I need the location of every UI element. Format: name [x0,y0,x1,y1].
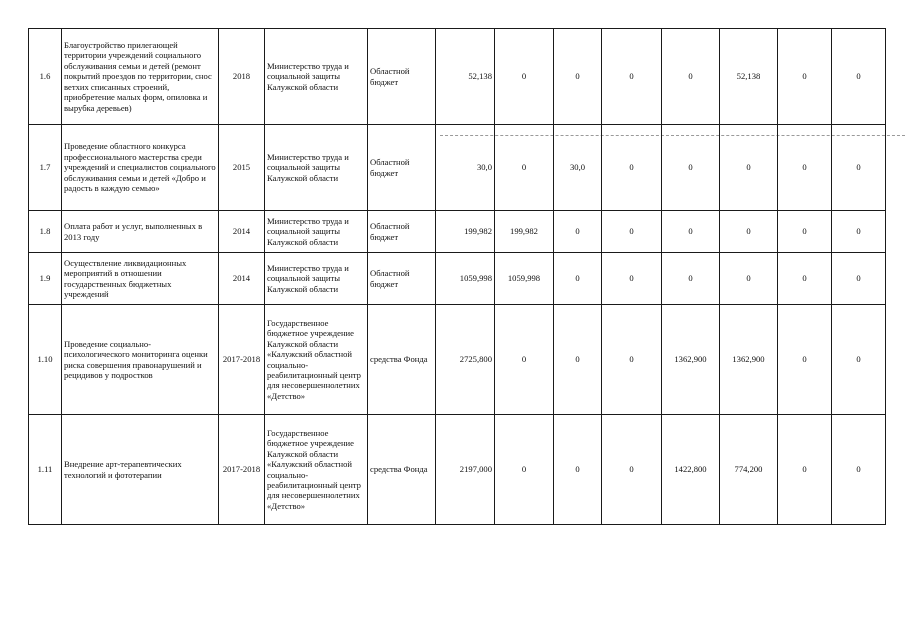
amount-cell: 0 [554,305,602,415]
amount-cell: 0 [778,29,832,125]
amount-cell: 0 [832,125,886,211]
amount-cell: 199,982 [495,211,554,253]
period-cell: 2015 [219,125,265,211]
activity-description-cell: Проведение областного конкурса профессионального мастерства среди учреждений и специалистов социального обслуживания семьи и детей «Добро и радость в каждую семью» [62,125,219,211]
program-activities-table [28,28,886,525]
amount-cell: 0 [602,415,662,525]
amount-cell: 0 [832,415,886,525]
amount-cell: 0 [602,253,662,305]
executor-cell: Государственное бюджетное учреждение Калужской области «Калужский областной социально-реабилитационный центр для несовершеннолетних «Детство» [265,415,368,525]
amount-cell: 0 [602,125,662,211]
amount-cell: 0 [554,253,602,305]
period-cell: 2014 [219,211,265,253]
activity-description-cell: Проведение социально-психологического мониторинга оценки риска совершения правонарушений и рецидивов у подростков [62,305,219,415]
total-amount-cell: 1059,998 [436,253,495,305]
amount-cell: 0 [778,415,832,525]
activity-description-cell: Осуществление ликвидационных мероприятий в отношении государственных бюджетных учреждений [62,253,219,305]
amount-cell: 774,200 [720,415,778,525]
activity-description-cell: Оплата работ и услуг, выполненных в 2013 году [62,211,219,253]
amount-cell: 0 [778,305,832,415]
table-row [29,415,886,525]
amount-cell: 0 [720,253,778,305]
funding-source-cell: средства Фонда [368,305,436,415]
amount-cell: 52,138 [720,29,778,125]
amount-cell: 0 [832,211,886,253]
amount-cell: 0 [720,125,778,211]
funding-source-cell: Областной бюджет [368,29,436,125]
amount-cell: 0 [778,125,832,211]
total-amount-cell: 30,0 [436,125,495,211]
period-cell: 2017-2018 [219,305,265,415]
table-row [29,211,886,253]
amount-cell: 0 [554,211,602,253]
amount-cell: 0 [495,29,554,125]
executor-cell: Государственное бюджетное учреждение Калужской области «Калужский областной социально-реабилитационный центр для несовершеннолетних «Детство» [265,305,368,415]
period-cell: 2018 [219,29,265,125]
executor-cell: Министерство труда и социальной защиты Калужской области [265,253,368,305]
amount-cell: 0 [662,125,720,211]
period-cell: 2014 [219,253,265,305]
amount-cell: 1362,900 [662,305,720,415]
amount-cell: 0 [720,211,778,253]
table-row [29,305,886,415]
item-number-cell: 1.6 [29,29,62,125]
item-number-cell: 1.8 [29,211,62,253]
amount-cell: 0 [602,29,662,125]
amount-cell: 0 [554,29,602,125]
amount-cell: 0 [832,253,886,305]
amount-cell: 1059,998 [495,253,554,305]
amount-cell: 0 [778,211,832,253]
amount-cell: 0 [554,415,602,525]
funding-source-cell: Областной бюджет [368,253,436,305]
total-amount-cell: 2725,800 [436,305,495,415]
executor-cell: Министерство труда и социальной защиты Калужской области [265,29,368,125]
amount-cell: 0 [832,305,886,415]
amount-cell: 0 [495,305,554,415]
amount-cell: 30,0 [554,125,602,211]
amount-cell: 0 [495,125,554,211]
amount-cell: 0 [662,29,720,125]
table-row [29,125,886,211]
total-amount-cell: 199,982 [436,211,495,253]
activity-description-cell: Внедрение арт-терапевтических технологий и фототерапии [62,415,219,525]
total-amount-cell: 2197,000 [436,415,495,525]
item-number-cell: 1.11 [29,415,62,525]
amount-cell: 0 [495,415,554,525]
amount-cell: 0 [778,253,832,305]
table-row [29,253,886,305]
period-cell: 2017-2018 [219,415,265,525]
executor-cell: Министерство труда и социальной защиты Калужской области [265,211,368,253]
table-row [29,29,886,125]
item-number-cell: 1.7 [29,125,62,211]
total-amount-cell: 52,138 [436,29,495,125]
amount-cell: 0 [602,305,662,415]
amount-cell: 1362,900 [720,305,778,415]
item-number-cell: 1.9 [29,253,62,305]
amount-cell: 0 [662,253,720,305]
funding-source-cell: Областной бюджет [368,125,436,211]
executor-cell: Министерство труда и социальной защиты Калужской области [265,125,368,211]
amount-cell: 0 [662,211,720,253]
funding-source-cell: Областной бюджет [368,211,436,253]
amount-cell: 0 [602,211,662,253]
activity-description-cell: Благоустройство прилегающей территории учреждений социального обслуживания семьи и детей (ремонт покрытий проездов по территории, снос ветхих списанных строений, приобретение малых форм, опиловка и вырубка деревьев) [62,29,219,125]
amount-cell: 1422,800 [662,415,720,525]
amount-cell: 0 [832,29,886,125]
funding-source-cell: средства Фонда [368,415,436,525]
item-number-cell: 1.10 [29,305,62,415]
